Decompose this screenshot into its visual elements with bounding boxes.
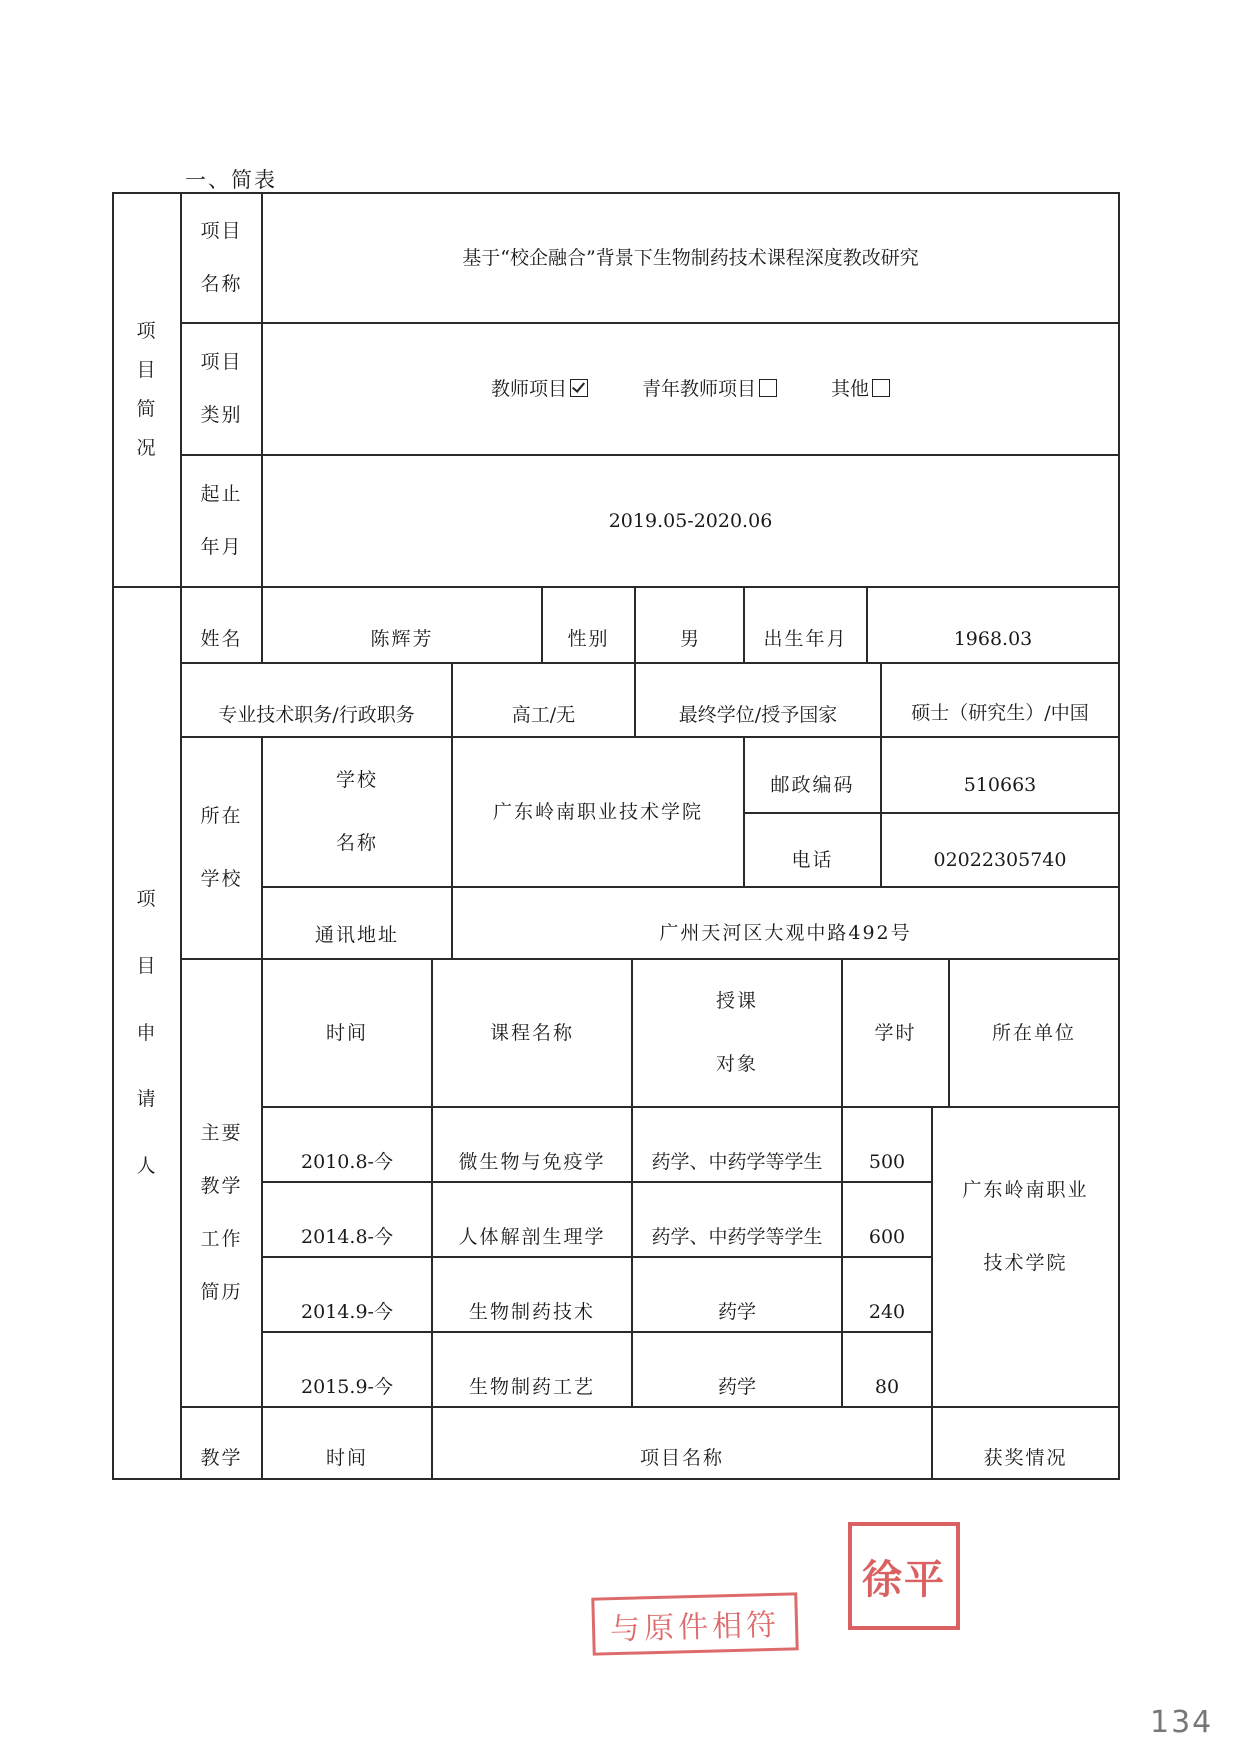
checkbox-checked-icon[interactable] [570, 379, 588, 397]
teaching-row-hours: 600 [868, 1226, 906, 1249]
birth-value: 1968.03 [953, 627, 1033, 650]
teaching-label: 主要 教学 工作 简历 [200, 1122, 243, 1303]
research-header-award: 获奖情况 [983, 1446, 1068, 1469]
project-category-options [263, 324, 1118, 454]
gender-label: 性别 [567, 627, 610, 650]
teaching-unit-value: 广东岭南职业 技术学院 [962, 1179, 1089, 1274]
category-option-young-teacher[interactable]: 青年教师项目 [642, 378, 777, 401]
research-label: 教学 [200, 1446, 243, 1469]
certified-copy-stamp: 与原件相符 [591, 1592, 798, 1655]
overview-group-label: 项 目 简 况 [136, 320, 158, 459]
school-name-label: 学校 名称 [335, 769, 378, 854]
teaching-row-course: 生物制药工艺 [468, 1376, 595, 1399]
birth-label: 出生年月 [763, 627, 848, 650]
teaching-row-hours: 80 [874, 1376, 900, 1399]
project-name-value: 基于“校企融合”背景下生物制药技术课程深度教改研究 [462, 246, 919, 269]
name-label: 姓名 [200, 627, 243, 650]
name-value: 陈辉芳 [370, 627, 434, 650]
period-label: 起止 年月 [200, 483, 243, 558]
teaching-header-time: 时间 [325, 1021, 368, 1044]
research-header-time: 时间 [325, 1446, 368, 1469]
teaching-row-time: 2014.9-今 [301, 1301, 393, 1324]
postcode-value: 510663 [963, 773, 1037, 796]
teaching-row-course: 微生物与免疫学 [458, 1151, 606, 1174]
address-value: 广州天河区大观中路492号 [659, 921, 912, 944]
teaching-row-time: 2010.8-今 [301, 1151, 393, 1174]
teaching-row-hours: 500 [868, 1151, 906, 1174]
project-name-label: 项目 名称 [200, 220, 243, 295]
teaching-row-audience: 药学、中药学等学生 [651, 1151, 823, 1174]
phone-label: 电话 [791, 848, 834, 871]
category-option-teacher[interactable]: 教师项目 [491, 378, 588, 401]
gender-value: 男 [679, 627, 699, 650]
teaching-header-hours: 学时 [874, 1021, 917, 1044]
category-option-other[interactable]: 其他 [831, 378, 890, 401]
teaching-row-audience: 药学 [717, 1376, 756, 1399]
phone-value: 02022305740 [933, 848, 1067, 871]
address-label: 通讯地址 [314, 923, 399, 946]
checkbox-icon[interactable] [872, 379, 890, 397]
project-category-label: 项目 类别 [200, 351, 243, 426]
research-header-project: 项目名称 [639, 1446, 724, 1469]
title-value: 高工/无 [511, 703, 576, 726]
teaching-header-unit: 所在单位 [991, 1021, 1076, 1044]
section-title: 一、简表 [185, 168, 277, 192]
title-label: 专业技术职务/行政职务 [218, 703, 415, 726]
teaching-row-time: 2014.8-今 [301, 1226, 393, 1249]
teaching-row-time: 2015.9-今 [301, 1376, 393, 1399]
applicant-group-label: 项 目 申 请 人 [136, 888, 158, 1178]
teaching-row-hours: 240 [868, 1301, 906, 1324]
school-label: 所在 学校 [200, 805, 243, 890]
teaching-header-course: 课程名称 [489, 1021, 574, 1044]
degree-value: 硕士（研究生）/中国 [911, 701, 1089, 724]
teaching-row-audience: 药学、中药学等学生 [651, 1226, 823, 1249]
seal-stamp: 徐平 [848, 1522, 960, 1630]
teaching-header-audience: 授课 对象 [715, 990, 758, 1075]
school-name-value: 广东岭南职业技术学院 [492, 800, 703, 823]
checkbox-icon[interactable] [759, 379, 777, 397]
teaching-row-course: 人体解剖生理学 [458, 1226, 606, 1249]
postcode-label: 邮政编码 [770, 773, 855, 796]
teaching-row-course: 生物制药技术 [468, 1301, 595, 1324]
page-number: 134 [1150, 1705, 1214, 1740]
teaching-row-audience: 药学 [717, 1301, 756, 1324]
degree-label: 最终学位/授予国家 [678, 703, 838, 726]
period-value: 2019.05-2020.06 [608, 509, 773, 532]
